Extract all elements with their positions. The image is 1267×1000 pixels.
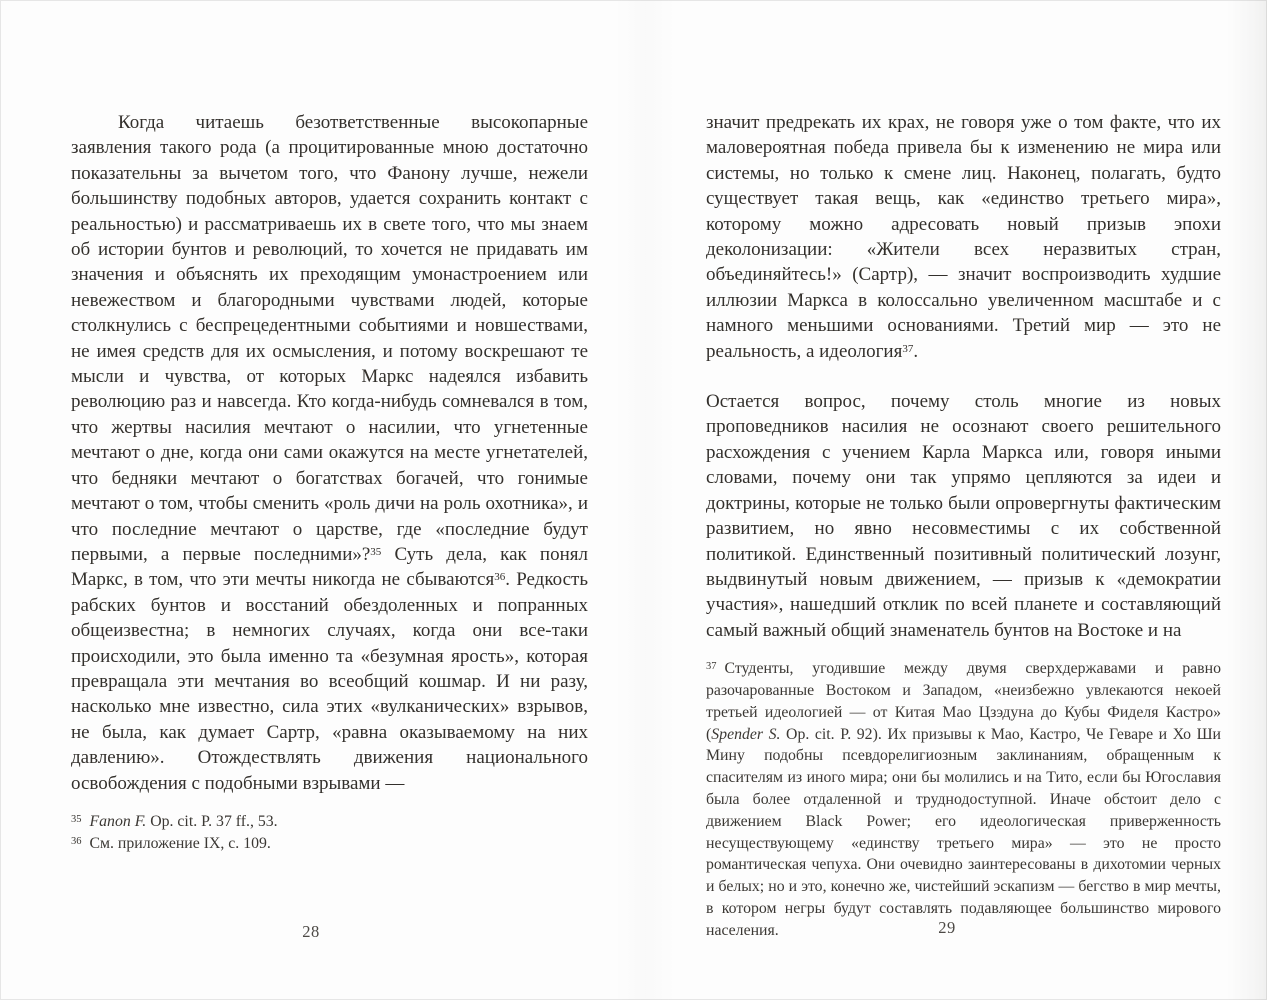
scan-edge-shadow: [1227, 0, 1267, 1000]
footnote-marker: 37: [706, 660, 717, 672]
left-page-number: 28: [302, 922, 320, 941]
paragraph: Остается вопрос, почему столь многие из новых проповедников насилия не осознают своего решительного расхождения с учением Карла Маркса или, говоря иными словами, почему они так упрямо цепляются за идеи и доктрины, которые не только были опровергнуты фактическим развитием, но явно несовместимы с их собственной политикой. Единственный позитивный политический лозунг, выдвинутый новым движением, — призыв к «демократии участия», нашедший отклик по всей планете и составляющий самый важный общий знаменатель бунтов на Востоке и на: [706, 391, 1221, 641]
footnote-35: $^{35}$ Fanon F. Op. cit. P. 37 ff., 53.: [71, 812, 278, 830]
paragraph: Когда читаешь безответственные высокопарные заявления такого рода (а процитированные мною достаточно показательны за вычетом того, что Фанону лучше, нежели большинству подобных авторов, удается сохранить контакт с реальностью) и рассматриваешь их в свете того, что мы знаем об истории бунтов и революций, то хочется не придавать им значения и объяснять их преходящим умонастроением или невежеством и благородными чувствами людей, которые столкнулись с беспрецедентными событиями и новшествами, не имея средств для их осмысления, и потому воскрешают те мысли и чувства, от которых Маркс надеялся избавить революцию раз и навсегда. Кто когда-нибудь сомневался в том, что жертвы насилия мечтают о насилии, что угнетенные мечтают о дне, когда они сами окажутся на месте угнетателей, что бедняки мечтают о богатствах богачей, что гонимые мечтают о том, чтобы сменить «роль дичи на роль охотника», и что последние мечтают о царстве, где «последние будут первыми, а первые последними»?$^{35}$ Суть дела, как понял Маркс, в том, что эти мечты никогда не сбываются$^{36}$. Редкость рабских бунтов и восстаний обездоленных и попранных общеизвестна; в немногих случаях, когда они все-таки происходили, это была именно та «безумная ярость», которая превращала эти мечтания во всеобщий кошмар. И ни разу, насколько мне известно, сила этих «вулканических» взрывов, не была, как думает Сартр, «равна оказываемому на них давлению». Отождествлять движения национального освобождения с подобными взрывами —: [71, 112, 588, 794]
right-page-footnotes: [706, 658, 1221, 941]
footnote-marker: 35: [71, 813, 82, 825]
footnote-36: $^{36}$ См. приложение IX, с. 109.: [71, 834, 271, 852]
page-gutter-shade: [615, 0, 675, 1000]
right-page-body-text: [706, 110, 1221, 643]
left-page: [71, 110, 588, 855]
paragraph: значит предрекать их крах, не говоря уже о том факте, что их маловероятная победа привела бы к изменению не мира или системы, но только к смене лиц. Наконец, полагать, будто существует такая вещь, как «единство третьего мира», которому можно адресовать новый призыв эпохи деколонизации: «Жители всех неразвитых стран, объединяйтесь!» (Сартр), — значит воспроизводить худшие иллюзии Маркса в колоссально увеличенном масштабе и с намного меньшими основаниями. Третий мир — это не реальность, а идеология$^{37}$.: [706, 112, 1221, 362]
left-page-footnotes: [71, 811, 588, 855]
right-page-number: 29: [938, 918, 956, 937]
right-page: [706, 110, 1221, 941]
footnote-37: $^{37}$ Студенты, угодившие между двумя сверхдержавами и равно разочарованные Востоком и Западом, «неизбежно увлекаются некоей третьей идеологией — от Китая Мао Цзэдуна до Кубы Фиделя Кастро» (Spender S. Op. cit. P. 92). Их призывы к Мао, Кастро, Че Геваре и Хо Ши Мину подобны псевдорелигиозным заклинаниям, обращенным к спасителям из иного мира; они бы молились и на Тито, если бы Югославия была более отдаленной и труднодоступной. Иначе обстоит дело с движением Black Power; его идеологическая приверженность несуществующему «единству третьего мира» — это не просто романтическая чепуха. Они очевидно заинтересованы в дихотомии черных и белых; но и это, конечно же, чистейший эскапизм — бегство в мир мечты, в котором негры будут составлять подавляющее большинство мирового населения.: [706, 660, 1221, 939]
footnote-marker: 36: [71, 835, 82, 847]
left-page-body-text: [71, 110, 588, 796]
